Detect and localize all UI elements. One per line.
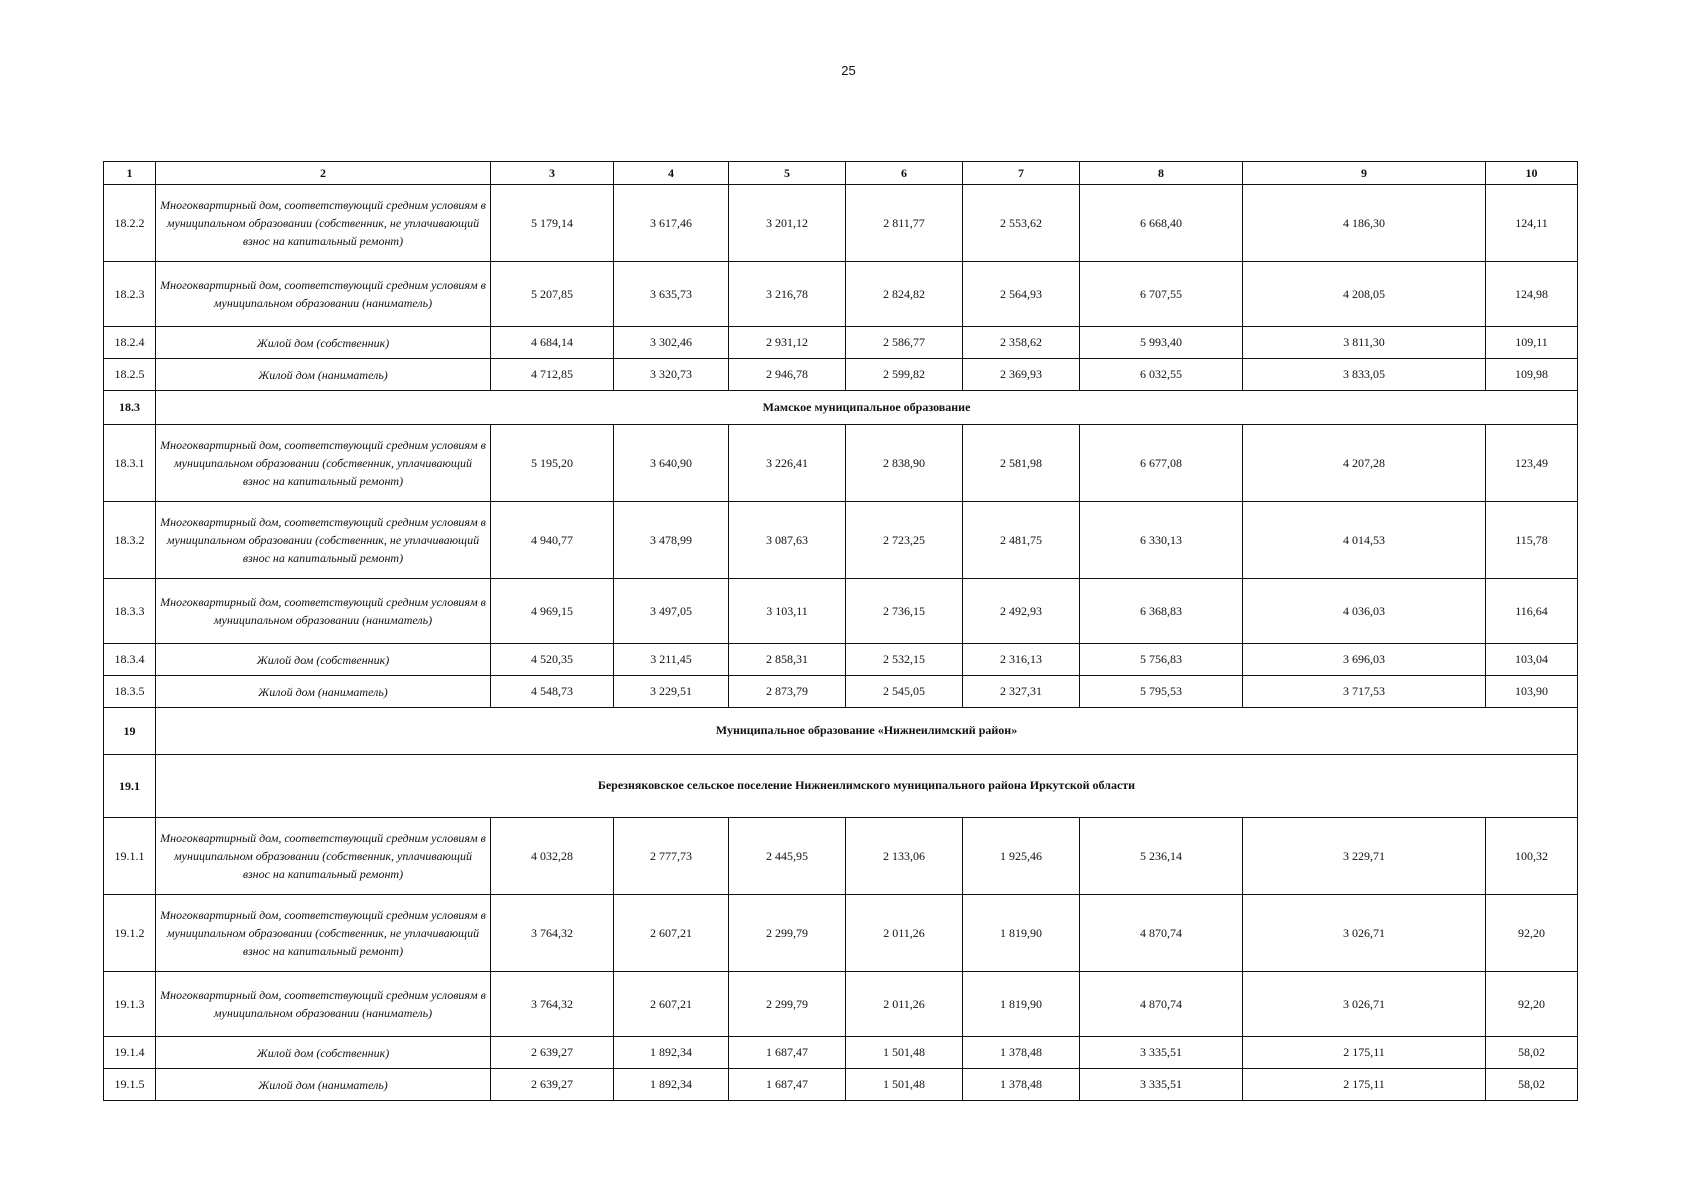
value-cell: 4 870,74 xyxy=(1080,895,1243,972)
row-description: Многоквартирный дом, соответствующий средним условиям в муниципальном образовании (собственник, уплачивающий взнос на капитальный ремонт) xyxy=(156,818,491,895)
value-cell: 6 707,55 xyxy=(1080,262,1243,327)
column-header: 4 xyxy=(614,162,729,185)
value-cell: 2 316,13 xyxy=(963,644,1080,676)
value-cell: 4 969,15 xyxy=(491,579,614,644)
row-description: Многоквартирный дом, соответствующий средним условиям в муниципальном образовании (наниматель) xyxy=(156,972,491,1037)
value-cell: 123,49 xyxy=(1486,425,1578,502)
value-cell: 58,02 xyxy=(1486,1069,1578,1101)
value-cell: 2 858,31 xyxy=(729,644,846,676)
value-cell: 3 635,73 xyxy=(614,262,729,327)
value-cell: 4 940,77 xyxy=(491,502,614,579)
row-description: Жилой дом (наниматель) xyxy=(156,359,491,391)
value-cell: 3 302,46 xyxy=(614,327,729,359)
value-cell: 2 777,73 xyxy=(614,818,729,895)
value-cell: 3 216,78 xyxy=(729,262,846,327)
value-cell: 3 811,30 xyxy=(1243,327,1486,359)
value-cell: 4 548,73 xyxy=(491,676,614,708)
row-code: 19.1.2 xyxy=(104,895,156,972)
value-cell: 2 133,06 xyxy=(846,818,963,895)
row-description: Многоквартирный дом, соответствующий средним условиям в муниципальном образовании (собственник, не уплачивающий взнос на капитальный ремонт) xyxy=(156,185,491,262)
value-cell: 2 492,93 xyxy=(963,579,1080,644)
table-row xyxy=(104,818,1578,895)
value-cell: 6 677,08 xyxy=(1080,425,1243,502)
tariff-table xyxy=(103,161,1578,1101)
value-cell: 2 327,31 xyxy=(963,676,1080,708)
row-code: 19.1.1 xyxy=(104,818,156,895)
value-cell: 109,11 xyxy=(1486,327,1578,359)
row-code: 18.2.3 xyxy=(104,262,156,327)
row-code: 18.2.4 xyxy=(104,327,156,359)
value-cell: 2 545,05 xyxy=(846,676,963,708)
value-cell: 5 207,85 xyxy=(491,262,614,327)
value-cell: 2 639,27 xyxy=(491,1037,614,1069)
value-cell: 2 838,90 xyxy=(846,425,963,502)
row-description: Жилой дом (собственник) xyxy=(156,1037,491,1069)
value-cell: 92,20 xyxy=(1486,895,1578,972)
value-cell: 1 501,48 xyxy=(846,1037,963,1069)
value-cell: 3 764,32 xyxy=(491,895,614,972)
value-cell: 5 993,40 xyxy=(1080,327,1243,359)
row-code: 18.3.1 xyxy=(104,425,156,502)
value-cell: 3 833,05 xyxy=(1243,359,1486,391)
value-cell: 3 320,73 xyxy=(614,359,729,391)
value-cell: 2 607,21 xyxy=(614,972,729,1037)
value-cell: 3 717,53 xyxy=(1243,676,1486,708)
value-cell: 4 032,28 xyxy=(491,818,614,895)
value-cell: 124,11 xyxy=(1486,185,1578,262)
value-cell: 100,32 xyxy=(1486,818,1578,895)
value-cell: 2 532,15 xyxy=(846,644,963,676)
value-cell: 92,20 xyxy=(1486,972,1578,1037)
value-cell: 5 195,20 xyxy=(491,425,614,502)
page-number: 25 xyxy=(841,63,856,78)
value-cell: 3 229,51 xyxy=(614,676,729,708)
section-title: Муниципальное образование «Нижнеилимский район» xyxy=(156,708,1578,755)
column-header: 1 xyxy=(104,162,156,185)
value-cell: 1 925,46 xyxy=(963,818,1080,895)
table-body xyxy=(104,185,1578,1101)
row-description: Многоквартирный дом, соответствующий средним условиям в муниципальном образовании (наниматель) xyxy=(156,262,491,327)
value-cell: 4 712,85 xyxy=(491,359,614,391)
table-row xyxy=(104,579,1578,644)
column-header: 5 xyxy=(729,162,846,185)
table-row xyxy=(104,262,1578,327)
row-code: 19.1.5 xyxy=(104,1069,156,1101)
value-cell: 3 026,71 xyxy=(1243,972,1486,1037)
table-row xyxy=(104,895,1578,972)
row-description: Жилой дом (наниматель) xyxy=(156,1069,491,1101)
value-cell: 2 553,62 xyxy=(963,185,1080,262)
value-cell: 5 236,14 xyxy=(1080,818,1243,895)
value-cell: 58,02 xyxy=(1486,1037,1578,1069)
value-cell: 2 946,78 xyxy=(729,359,846,391)
row-code: 18.2.2 xyxy=(104,185,156,262)
value-cell: 1 819,90 xyxy=(963,895,1080,972)
value-cell: 5 756,83 xyxy=(1080,644,1243,676)
value-cell: 3 226,41 xyxy=(729,425,846,502)
value-cell: 3 764,32 xyxy=(491,972,614,1037)
value-cell: 1 819,90 xyxy=(963,972,1080,1037)
value-cell: 2 824,82 xyxy=(846,262,963,327)
value-cell: 4 520,35 xyxy=(491,644,614,676)
value-cell: 3 478,99 xyxy=(614,502,729,579)
value-cell: 3 335,51 xyxy=(1080,1037,1243,1069)
column-header: 8 xyxy=(1080,162,1243,185)
value-cell: 1 378,48 xyxy=(963,1037,1080,1069)
value-cell: 3 087,63 xyxy=(729,502,846,579)
section-code: 19.1 xyxy=(104,755,156,818)
value-cell: 4 208,05 xyxy=(1243,262,1486,327)
value-cell: 2 299,79 xyxy=(729,972,846,1037)
value-cell: 3 640,90 xyxy=(614,425,729,502)
column-header: 7 xyxy=(963,162,1080,185)
value-cell: 2 358,62 xyxy=(963,327,1080,359)
section-title: Мамское муниципальное образование xyxy=(156,391,1578,425)
column-header: 9 xyxy=(1243,162,1486,185)
value-cell: 2 481,75 xyxy=(963,502,1080,579)
header-row xyxy=(104,162,1578,185)
value-cell: 2 299,79 xyxy=(729,895,846,972)
value-cell: 2 639,27 xyxy=(491,1069,614,1101)
table-row xyxy=(104,972,1578,1037)
value-cell: 116,64 xyxy=(1486,579,1578,644)
row-code: 18.3.4 xyxy=(104,644,156,676)
row-code: 19.1.4 xyxy=(104,1037,156,1069)
value-cell: 4 036,03 xyxy=(1243,579,1486,644)
value-cell: 1 687,47 xyxy=(729,1037,846,1069)
table-row xyxy=(104,1069,1578,1101)
value-cell: 3 201,12 xyxy=(729,185,846,262)
row-code: 18.3.3 xyxy=(104,579,156,644)
section-row xyxy=(104,708,1578,755)
value-cell: 1 378,48 xyxy=(963,1069,1080,1101)
table-row xyxy=(104,676,1578,708)
value-cell: 1 501,48 xyxy=(846,1069,963,1101)
value-cell: 115,78 xyxy=(1486,502,1578,579)
value-cell: 3 335,51 xyxy=(1080,1069,1243,1101)
table-row xyxy=(104,502,1578,579)
value-cell: 103,04 xyxy=(1486,644,1578,676)
section-code: 19 xyxy=(104,708,156,755)
table-row xyxy=(104,185,1578,262)
row-description: Жилой дом (собственник) xyxy=(156,644,491,676)
section-title: Березняковское сельское поселение Нижнеилимского муниципального района Иркутской области xyxy=(156,755,1578,818)
value-cell: 3 103,11 xyxy=(729,579,846,644)
table-row xyxy=(104,327,1578,359)
value-cell: 2 736,15 xyxy=(846,579,963,644)
value-cell: 1 687,47 xyxy=(729,1069,846,1101)
value-cell: 5 179,14 xyxy=(491,185,614,262)
row-description: Многоквартирный дом, соответствующий средним условиям в муниципальном образовании (собственник, уплачивающий взнос на капитальный ремонт) xyxy=(156,425,491,502)
value-cell: 4 870,74 xyxy=(1080,972,1243,1037)
value-cell: 6 330,13 xyxy=(1080,502,1243,579)
value-cell: 109,98 xyxy=(1486,359,1578,391)
column-header: 10 xyxy=(1486,162,1578,185)
table-row xyxy=(104,425,1578,502)
row-code: 19.1.3 xyxy=(104,972,156,1037)
value-cell: 6 368,83 xyxy=(1080,579,1243,644)
value-cell: 2 586,77 xyxy=(846,327,963,359)
value-cell: 5 795,53 xyxy=(1080,676,1243,708)
table-row xyxy=(104,644,1578,676)
table-row xyxy=(104,359,1578,391)
section-row xyxy=(104,391,1578,425)
value-cell: 2 011,26 xyxy=(846,972,963,1037)
value-cell: 2 175,11 xyxy=(1243,1037,1486,1069)
column-header: 6 xyxy=(846,162,963,185)
column-header: 3 xyxy=(491,162,614,185)
section-row xyxy=(104,755,1578,818)
column-header: 2 xyxy=(156,162,491,185)
value-cell: 2 581,98 xyxy=(963,425,1080,502)
row-code: 18.3.2 xyxy=(104,502,156,579)
value-cell: 2 873,79 xyxy=(729,676,846,708)
value-cell: 4 186,30 xyxy=(1243,185,1486,262)
value-cell: 4 684,14 xyxy=(491,327,614,359)
row-description: Многоквартирный дом, соответствующий средним условиям в муниципальном образовании (наниматель) xyxy=(156,579,491,644)
row-code: 18.3.5 xyxy=(104,676,156,708)
value-cell: 2 811,77 xyxy=(846,185,963,262)
value-cell: 3 696,03 xyxy=(1243,644,1486,676)
value-cell: 6 032,55 xyxy=(1080,359,1243,391)
row-code: 18.2.5 xyxy=(104,359,156,391)
value-cell: 6 668,40 xyxy=(1080,185,1243,262)
value-cell: 124,98 xyxy=(1486,262,1578,327)
value-cell: 2 599,82 xyxy=(846,359,963,391)
section-code: 18.3 xyxy=(104,391,156,425)
row-description: Многоквартирный дом, соответствующий средним условиям в муниципальном образовании (собственник, не уплачивающий взнос на капитальный ремонт) xyxy=(156,895,491,972)
table-row xyxy=(104,1037,1578,1069)
value-cell: 3 211,45 xyxy=(614,644,729,676)
value-cell: 2 723,25 xyxy=(846,502,963,579)
value-cell: 3 497,05 xyxy=(614,579,729,644)
value-cell: 3 229,71 xyxy=(1243,818,1486,895)
value-cell: 103,90 xyxy=(1486,676,1578,708)
row-description: Многоквартирный дом, соответствующий средним условиям в муниципальном образовании (собственник, не уплачивающий взнос на капитальный ремонт) xyxy=(156,502,491,579)
value-cell: 2 175,11 xyxy=(1243,1069,1486,1101)
value-cell: 4 014,53 xyxy=(1243,502,1486,579)
value-cell: 2 607,21 xyxy=(614,895,729,972)
value-cell: 2 011,26 xyxy=(846,895,963,972)
value-cell: 1 892,34 xyxy=(614,1069,729,1101)
value-cell: 2 931,12 xyxy=(729,327,846,359)
row-description: Жилой дом (наниматель) xyxy=(156,676,491,708)
value-cell: 2 445,95 xyxy=(729,818,846,895)
value-cell: 4 207,28 xyxy=(1243,425,1486,502)
row-description: Жилой дом (собственник) xyxy=(156,327,491,359)
value-cell: 2 369,93 xyxy=(963,359,1080,391)
value-cell: 3 617,46 xyxy=(614,185,729,262)
value-cell: 3 026,71 xyxy=(1243,895,1486,972)
value-cell: 1 892,34 xyxy=(614,1037,729,1069)
value-cell: 2 564,93 xyxy=(963,262,1080,327)
